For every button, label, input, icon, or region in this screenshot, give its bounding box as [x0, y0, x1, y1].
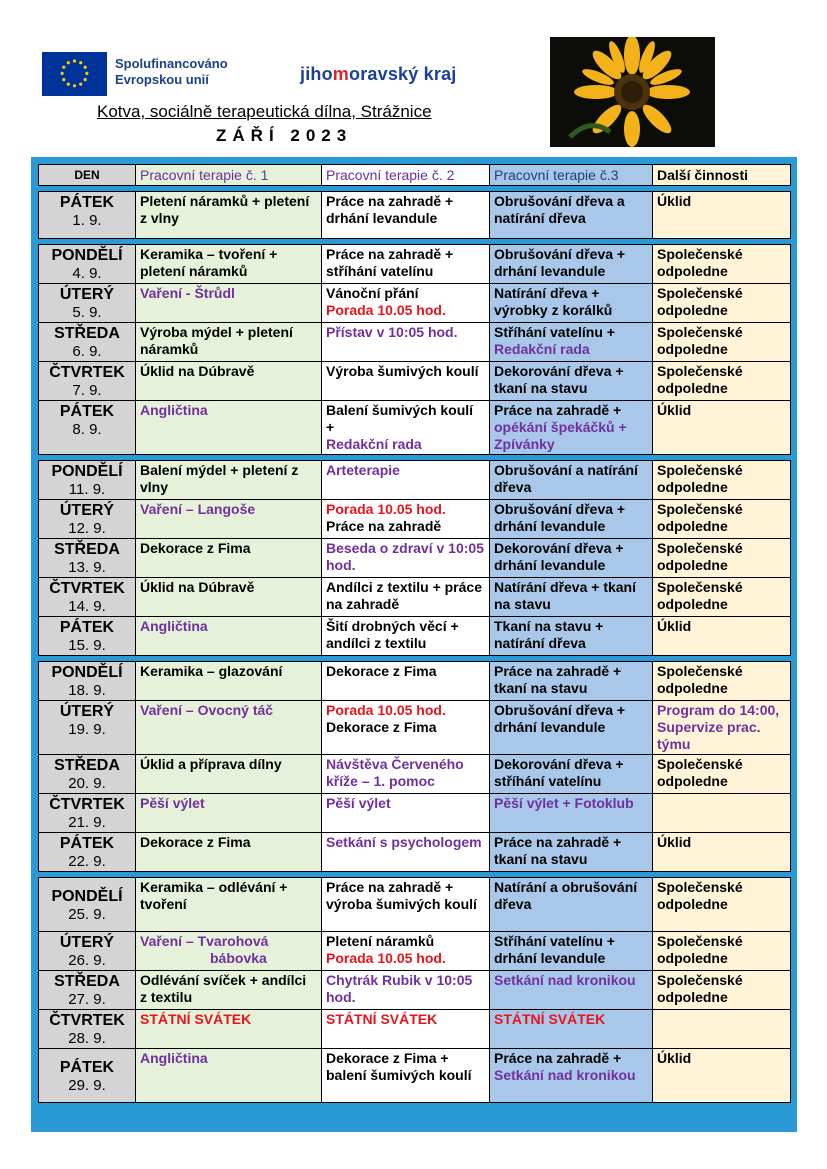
other-cell: Úklid — [653, 401, 791, 455]
therapy-3-cell: Stříhání vatelínu + Redakční rada — [490, 323, 653, 362]
therapy-1-cell: Pletení náramků + pletení z vlny — [136, 192, 322, 239]
table-row — [39, 578, 791, 617]
therapy-2-cell: Andílci z textilu + práce na zahradě — [322, 578, 490, 617]
table-row — [39, 192, 791, 239]
therapy-2-cell: Beseda o zdraví v 10:05 hod. — [322, 539, 490, 578]
therapy-1-cell: Vaření – Ovocný táč — [136, 701, 322, 755]
therapy-1-cell: Keramika – odlévání + tvoření — [136, 878, 322, 932]
other-cell: Společenské odpoledne — [653, 662, 791, 701]
table-row — [39, 539, 791, 578]
day-cell: STŘEDA 27. 9. — [39, 971, 136, 1010]
region-logo: jihomoravský kraj — [300, 64, 457, 84]
other-cell: Společenské odpoledne — [653, 971, 791, 1010]
day-cell: ÚTERÝ 19. 9. — [39, 701, 136, 755]
header-day: DEN — [39, 165, 136, 186]
header-other: Další činnosti — [653, 165, 791, 186]
table-row — [39, 833, 791, 872]
table-row — [39, 461, 791, 500]
eu-flag-logo — [42, 52, 107, 96]
header-therapy-3: Pracovní terapie č.3 — [490, 165, 653, 186]
day-cell: PÁTEK 15. 9. — [39, 617, 136, 656]
therapy-3-cell: Natírání a obrušování dřeva — [490, 878, 653, 932]
table-row — [39, 755, 791, 794]
table-row — [39, 323, 791, 362]
therapy-1-cell: Výroba mýdel + pletení náramků — [136, 323, 322, 362]
therapy-3-cell: Obrušování dřeva a natírání dřeva — [490, 192, 653, 239]
therapy-3-cell: Práce na zahradě + tkaní na stavu — [490, 833, 653, 872]
other-cell: Společenské odpoledne — [653, 362, 791, 401]
day-cell: PONDĚLÍ 18. 9. — [39, 662, 136, 701]
day-cell: PÁTEK 8. 9. — [39, 401, 136, 455]
sunflower-image — [550, 37, 715, 147]
other-cell: Společenské odpoledne — [653, 461, 791, 500]
therapy-2-cell: Dekorace z Fima — [322, 662, 490, 701]
therapy-3-cell: Setkání nad kronikou — [490, 971, 653, 1010]
other-cell: Společenské odpoledne — [653, 500, 791, 539]
therapy-1-cell: STÁTNÍ SVÁTEK — [136, 1010, 322, 1049]
page-title: Kotva, sociálně terapeutická dílna, Strážnice — [97, 102, 432, 121]
therapy-1-cell: Vaření - Štrůdl — [136, 284, 322, 323]
therapy-3-cell: Obrušování a natírání dřeva — [490, 461, 653, 500]
therapy-2-cell: Výroba šumivých koulí — [322, 362, 490, 401]
other-cell: Společenské odpoledne — [653, 578, 791, 617]
table-row — [39, 971, 791, 1010]
therapy-1-cell: Úklid a příprava dílny — [136, 755, 322, 794]
other-cell: Společenské odpoledne — [653, 539, 791, 578]
therapy-3-cell: STÁTNÍ SVÁTEK — [490, 1010, 653, 1049]
therapy-1-cell: Dekorace z Fima — [136, 833, 322, 872]
table-row — [39, 932, 791, 971]
other-cell: Společenské odpoledne — [653, 932, 791, 971]
therapy-3-cell: Obrušování dřeva + drhání levandule — [490, 500, 653, 539]
therapy-1-cell: Angličtina — [136, 1049, 322, 1103]
therapy-3-cell: Práce na zahradě + tkaní na stavu — [490, 662, 653, 701]
table-row — [39, 401, 791, 455]
table-row — [39, 1010, 791, 1049]
table-row — [39, 362, 791, 401]
therapy-1-cell: Dekorace z Fima — [136, 539, 322, 578]
therapy-1-cell: Balení mýdel + pletení z vlny — [136, 461, 322, 500]
therapy-3-cell: Natírání dřeva + tkaní na stavu — [490, 578, 653, 617]
table-row — [39, 701, 791, 755]
other-cell: Společenské odpoledne — [653, 284, 791, 323]
therapy-3-cell: Obrušování dřeva + drhání levandule — [490, 245, 653, 284]
other-cell: Úklid — [653, 833, 791, 872]
day-cell: STŘEDA 6. 9. — [39, 323, 136, 362]
therapy-2-cell: Práce na zahradě + stříhání vatelínu — [322, 245, 490, 284]
other-cell: Úklid — [653, 192, 791, 239]
other-cell: Společenské odpoledne — [653, 323, 791, 362]
day-cell: ÚTERÝ 26. 9. — [39, 932, 136, 971]
therapy-3-cell: Stříhání vatelínu + drhání levandule — [490, 932, 653, 971]
therapy-2-cell: Návštěva Červeného kříže – 1. pomoc — [322, 755, 490, 794]
other-cell: Společenské odpoledne — [653, 878, 791, 932]
therapy-2-cell: Balení šumivých koulí + Redakční rada — [322, 401, 490, 455]
therapy-3-cell: Dekorování dřeva + stříhání vatelínu — [490, 755, 653, 794]
therapy-3-cell: Práce na zahradě + Setkání nad kronikou — [490, 1049, 653, 1103]
day-cell: PONDĚLÍ 25. 9. — [39, 878, 136, 932]
therapy-1-cell: Angličtina — [136, 401, 322, 455]
therapy-1-cell: Angličtina — [136, 617, 322, 656]
other-cell — [653, 1010, 791, 1049]
therapy-2-cell: STÁTNÍ SVÁTEK — [322, 1010, 490, 1049]
table-row — [39, 878, 791, 932]
day-cell: PÁTEK 29. 9. — [39, 1049, 136, 1103]
schedule-frame — [31, 157, 797, 1132]
therapy-1-cell: Vaření – Langoše — [136, 500, 322, 539]
therapy-1-cell: Pěší výlet — [136, 794, 322, 833]
therapy-3-cell: Pěší výlet + Fotoklub — [490, 794, 653, 833]
schedule-table — [38, 164, 791, 1103]
therapy-3-cell: Tkaní na stavu + natírání dřeva — [490, 617, 653, 656]
therapy-2-cell: Setkání s psychologem — [322, 833, 490, 872]
therapy-1-cell: Odlévání svíček + andílci z textilu — [136, 971, 322, 1010]
day-cell: ÚTERÝ 12. 9. — [39, 500, 136, 539]
day-cell: ČTVRTEK 28. 9. — [39, 1010, 136, 1049]
therapy-2-cell: Šití drobných věcí + andílci z textilu — [322, 617, 490, 656]
day-cell: ČTVRTEK 14. 9. — [39, 578, 136, 617]
day-cell: STŘEDA 20. 9. — [39, 755, 136, 794]
therapy-3-cell: Natírání dřeva + výrobky z korálků — [490, 284, 653, 323]
table-row — [39, 1049, 791, 1103]
table-row — [39, 662, 791, 701]
table-row — [39, 500, 791, 539]
therapy-3-cell: Obrušování dřeva + drhání levandule — [490, 701, 653, 755]
other-cell: Společenské odpoledne — [653, 245, 791, 284]
therapy-2-cell: Pletení náramků Porada 10.05 hod. — [322, 932, 490, 971]
page-header — [0, 0, 827, 160]
day-cell: PÁTEK 1. 9. — [39, 192, 136, 239]
day-cell: STŘEDA 13. 9. — [39, 539, 136, 578]
therapy-3-cell: Práce na zahradě + opékání špekáčků + Zpívánky — [490, 401, 653, 455]
day-cell: PÁTEK 22. 9. — [39, 833, 136, 872]
day-cell: ČTVRTEK 21. 9. — [39, 794, 136, 833]
therapy-2-cell: Chytrák Rubik v 10:05 hod. — [322, 971, 490, 1010]
therapy-3-cell: Dekorování dřeva + tkaní na stavu — [490, 362, 653, 401]
therapy-2-cell: Porada 10.05 hod. Práce na zahradě — [322, 500, 490, 539]
day-cell: PONDĚLÍ 4. 9. — [39, 245, 136, 284]
therapy-2-cell: Pěší výlet — [322, 794, 490, 833]
table-header-row — [39, 165, 791, 186]
therapy-3-cell: Dekorování dřeva + drhání levandule — [490, 539, 653, 578]
therapy-1-cell: Úklid na Dúbravě — [136, 362, 322, 401]
therapy-1-cell: Keramika – glazování — [136, 662, 322, 701]
therapy-2-cell: Práce na zahradě + výroba šumivých koulí — [322, 878, 490, 932]
therapy-1-cell: Úklid na Dúbravě — [136, 578, 322, 617]
therapy-1-cell: Keramika – tvoření + pletení náramků — [136, 245, 322, 284]
therapy-2-cell: Arteterapie — [322, 461, 490, 500]
therapy-2-cell: Vánoční přání Porada 10.05 hod. — [322, 284, 490, 323]
other-cell: Úklid — [653, 617, 791, 656]
therapy-2-cell: Práce na zahradě + drhání levandule — [322, 192, 490, 239]
table-row — [39, 245, 791, 284]
header-therapy-2: Pracovní terapie č. 2 — [322, 165, 490, 186]
other-cell: Úklid — [653, 1049, 791, 1103]
eu-cofinanced-label: Spolufinancováno Evropskou unií — [115, 56, 228, 87]
therapy-1-cell: Vaření – Tvarohová bábovka — [136, 932, 322, 971]
table-row — [39, 284, 791, 323]
header-therapy-1: Pracovní terapie č. 1 — [136, 165, 322, 186]
therapy-2-cell: Porada 10.05 hod. Dekorace z Fima — [322, 701, 490, 755]
other-cell: Program do 14:00, Supervize prac. týmu — [653, 701, 791, 755]
table-row — [39, 617, 791, 656]
month-title: ZÁŘÍ 2023 — [216, 126, 353, 145]
day-cell: PONDĚLÍ 11. 9. — [39, 461, 136, 500]
day-cell: ÚTERÝ 5. 9. — [39, 284, 136, 323]
table-row — [39, 794, 791, 833]
day-cell: ČTVRTEK 7. 9. — [39, 362, 136, 401]
other-cell — [653, 794, 791, 833]
other-cell: Společenské odpoledne — [653, 755, 791, 794]
therapy-2-cell: Dekorace z Fima + balení šumivých koulí — [322, 1049, 490, 1103]
therapy-2-cell: Přístav v 10:05 hod. — [322, 323, 490, 362]
